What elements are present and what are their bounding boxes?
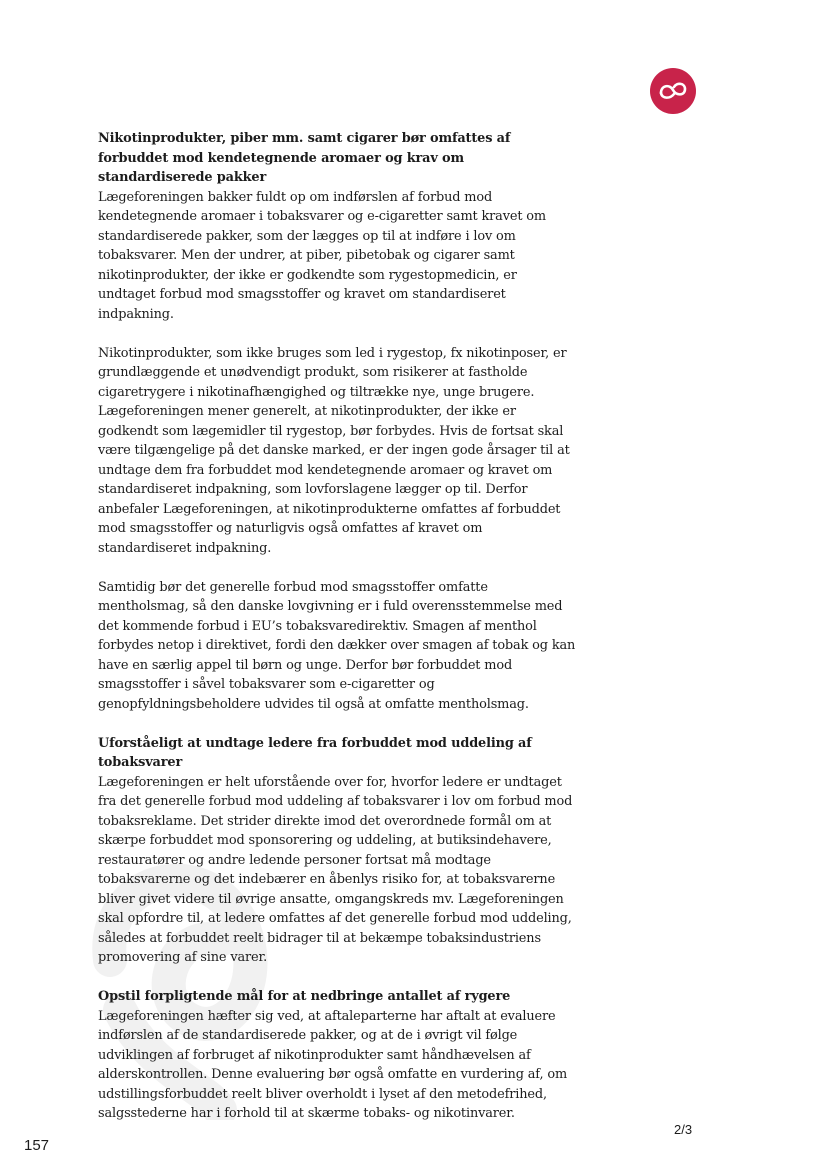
section-heading: Nikotinprodukter, piber mm. samt cigarer bør omfattes af forbuddet mod kendetegnende aromaer og krav om standardiserede pakker xyxy=(98,131,511,185)
paragraph: Nikotinprodukter, som ikke bruges som led i rygestop, fx nikotinposer, er grundlæggende et unødvendigt produkt, som risikerer at fastholde cigaretrygere i nikotinafhængighed og tiltrække nye, unge brugere. Lægeforeningen mener generelt, at nikotinprodukter, der ikke er godkendt som lægemidler til rygestop, bør forbydes. Hvis de fortsat skal være tilgængelige på det danske marked, er der ingen gode årsager til at undtage dem fra forbuddet mod kendetegnende aromaer og kravet om standardiseret indpakning, som lovforslagene lægger op til. Derfor anbefaler Lægeforeningen, at nikotinprodukterne omfattes af forbuddet mod smagsstoffer og naturligvis også omfattes af kravet om standardiseret indpakning. xyxy=(98,345,570,556)
section-flavour-ban xyxy=(98,129,576,714)
paragraph: Samtidig bør det generelle forbud mod smagsstoffer omfatte mentholsmag, så den danske lovgivning er i fuld overensstemmelse med det kommende forbud i EU’s tobaksvaredirektiv. Smagen af menthol forbydes netop i direktivet, fordi den dækker over smagen af tobak og kan have en særlig appel til børn og unge. Derfor bør forbuddet mod smagsstoffer i såvel tobaksvarer som e-cigaretter og genopfyldningsbeholdere udvides til også at omfatte mentholsmag. xyxy=(98,579,576,712)
paragraph: Lægeforeningen hæfter sig ved, at aftaleparterne har aftalt at evaluere indførslen af de standardiserede pakker, og at de i øvrigt vil følge udviklingen af forbruget af nikotinprodukter samt håndhævelsen af alderskontrollen. Denne evaluering bør også omfatte en vurdering af, om udstillingsforbuddet reelt bliver overholdt i lyset af den metodefrihed, salgsstederne har i forhold til at skærme tobaks- og nikotinvarer. xyxy=(98,1008,568,1121)
section-targets xyxy=(98,987,576,1124)
section-leader-exemption xyxy=(98,734,576,968)
document-number: 157 xyxy=(24,1137,50,1154)
page-indicator: 2/3 xyxy=(674,1122,693,1137)
section-heading: Opstil forpligtende mål for at nedbringe antallet af rygere xyxy=(98,989,511,1004)
laegeforeningen-logo-icon xyxy=(650,68,696,114)
document-body xyxy=(98,129,576,1143)
paragraph: Lægeforeningen bakker fuldt op om indførslen af forbud mod kendetegnende aromaer i tobaksvarer og e-cigaretter samt kravet om standardiserede pakker, som der lægges op til at indføre i lov om tobaksvarer. Men der undrer, at piber, pibetobak og cigarer samt nikotinprodukter, der ikke er godkendte som rygestopmedicin, er undtaget forbud mod smagsstoffer og kravet om standardiseret indpakning. xyxy=(98,189,546,322)
paragraph: Lægeforeningen er helt uforstående over for, hvorfor ledere er undtaget fra det generelle forbud mod uddeling af tobaksvarer i lov om forbud mod tobaksreklame. Det strider direkte imod det overordnede formål om at skærpe forbuddet mod sponsorering og uddeling, at butiksindehavere, restauratører og andre ledende personer fortsat må modtage tobaksvarerne og det indebærer en åbenlys risiko for, at tobaksvarerne bliver givet videre til øvrige ansatte, omgangskreds mv. Lægeforeningen skal opfordre til, at ledere omfattes af det generelle forbud mod uddeling, således at forbuddet reelt bidrager til at bekæmpe tobaksindustriens promovering af sine varer. xyxy=(98,774,573,965)
section-heading: Uforståeligt at undtage ledere fra forbuddet mod uddeling af tobaksvarer xyxy=(98,735,532,770)
